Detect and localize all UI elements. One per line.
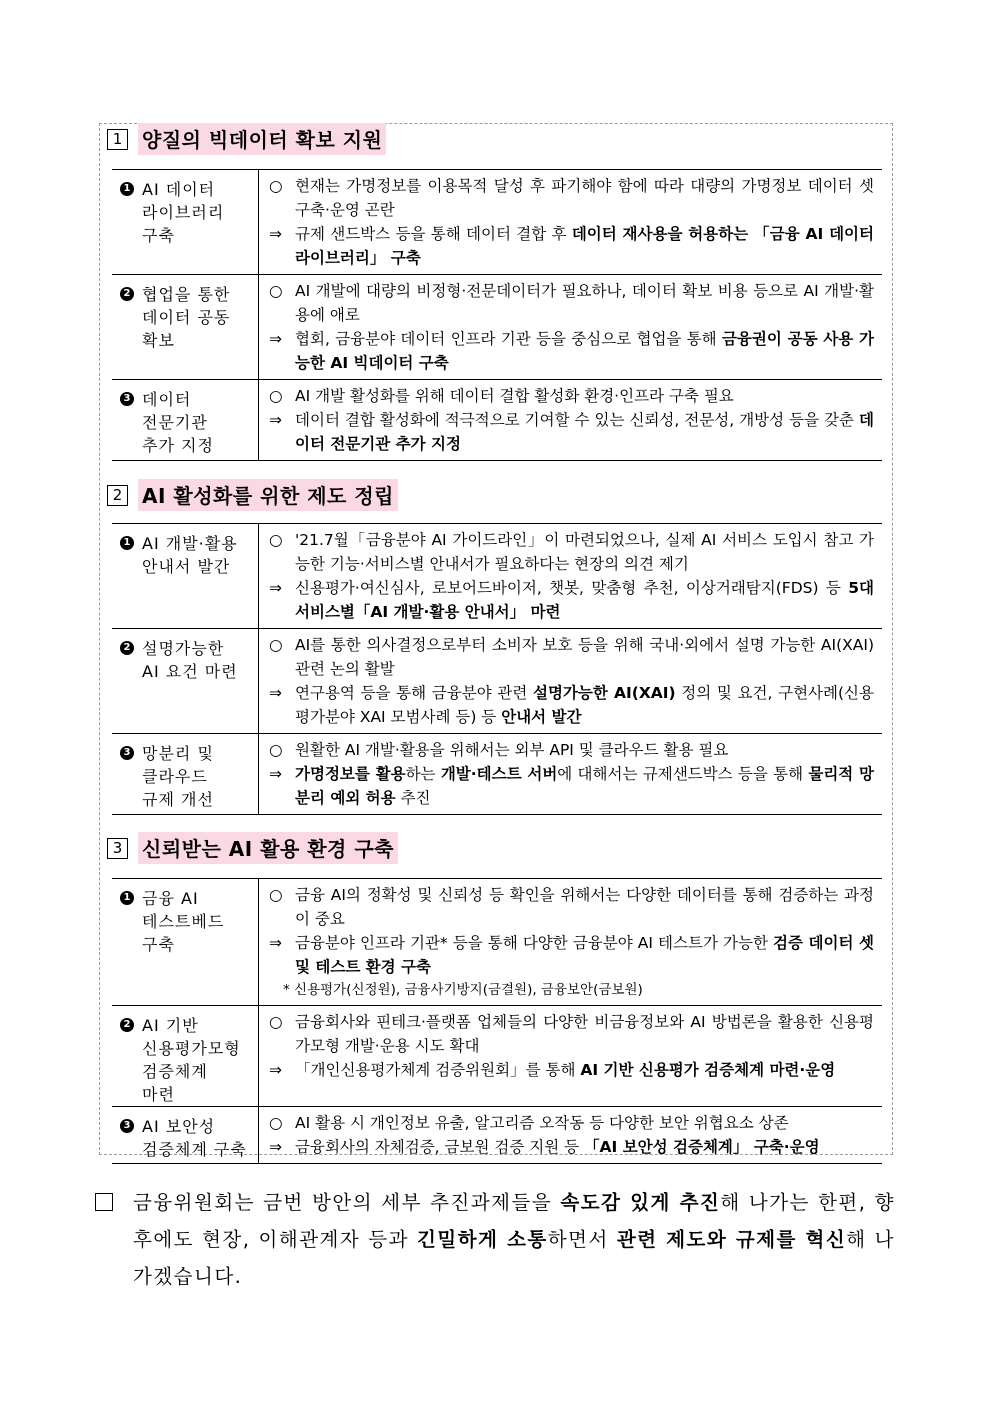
emphasis-text: 물리적 망분리 예외 허용: [295, 765, 874, 807]
line-text: [295, 681, 874, 729]
line-text: [295, 1010, 874, 1058]
implies-arrow-icon: ⇒: [269, 330, 282, 348]
item-content-cell: [259, 524, 883, 629]
item-content-cell: [259, 380, 883, 461]
section-table-1: [112, 169, 882, 461]
item-row: [112, 380, 882, 461]
line-text: [295, 222, 874, 270]
issue-line: [269, 1111, 874, 1135]
action-line: [269, 327, 874, 375]
emphasis-text: 데이터 전문기관 추가 지정: [295, 411, 874, 453]
text-run: AI 개발 활성화를 위해 데이터 결합 활성화 환경·인프라 구축 필요: [295, 387, 734, 405]
circle-bullet-icon: ○: [269, 741, 283, 759]
item-label: [112, 879, 258, 956]
line-text: [295, 931, 874, 979]
issue-line: [269, 174, 874, 222]
action-line: [269, 931, 874, 979]
text-run: 금융 AI의 정확성 및 신뢰성 등 확인을 위해서는 다양한 데이터를 통해 검증하는 과정이 중요: [295, 886, 874, 928]
issue-line: [269, 528, 874, 576]
action-line: [269, 1058, 874, 1082]
item-label-cell: [112, 1107, 259, 1164]
emphasis-text: 데이터 재사용을 허용하는 「금융 AI 데이터 라이브러리」 구축: [295, 225, 874, 267]
section-number: 2: [107, 485, 128, 506]
implies-arrow-icon: ⇒: [269, 1138, 282, 1156]
item-row: [112, 1006, 882, 1107]
line-text: [295, 1135, 874, 1159]
item-label: [112, 734, 258, 811]
footnote: * 신용평가(신정원), 금융사기방지(금결원), 금융보안(금보원): [283, 982, 643, 998]
section-title-1: [107, 123, 386, 155]
circle-bullet-icon: ○: [269, 387, 283, 405]
item-label-text: 금융 AI 테스트베드 구축: [142, 889, 225, 954]
text-run: 협회, 금융분야 데이터 인프라 기관 등을 중심으로 협업을 통해: [295, 330, 722, 348]
implies-arrow-icon: ⇒: [269, 579, 282, 597]
text-run: 해 나가는 한편, 향후에도 현장, 이해관계자 등과: [133, 1191, 895, 1251]
item-label: [112, 170, 258, 247]
item-label-cell: [112, 380, 259, 461]
item-label-text: AI 데이터 라이브러리 구축: [142, 180, 225, 245]
text-run: 정의 및 요건, 구현사례(신용평가분야 XAI 모범사례 등) 등: [295, 684, 875, 726]
item-label-cell: [112, 629, 259, 734]
action-line: [269, 222, 874, 270]
section-number: 3: [107, 838, 128, 859]
circle-bullet-icon: ○: [269, 282, 283, 300]
item-content-cell: [259, 879, 883, 1006]
emphasis-text: 가명정보를 활용: [295, 765, 406, 783]
emphasis-text: 개발·테스트 서버: [440, 765, 558, 783]
text-run: 신용평가·여신심사, 로보어드바이저, 챗봇, 맞춤형 추천, 이상거래탐지(FDS) 등: [295, 579, 849, 597]
section-heading: 양질의 빅데이터 확보 지원: [138, 123, 386, 155]
item-label: [112, 380, 258, 457]
section-table-3: [112, 878, 882, 1164]
section-title-3: [107, 832, 398, 864]
issue-line: [269, 738, 874, 762]
implies-arrow-icon: ⇒: [269, 684, 282, 702]
action-line: [269, 576, 874, 624]
numbered-bullet-icon: 2: [120, 287, 134, 301]
numbered-bullet-icon: 3: [120, 746, 134, 760]
item-label-cell: [112, 524, 259, 629]
line-text: [295, 576, 874, 624]
text-run: 해 나가겠습니다.: [133, 1228, 896, 1288]
section-heading: AI 활성화를 위한 제도 정립: [138, 479, 398, 511]
text-run: AI 개발에 대량의 비정형·전문데이터가 필요하나, 데이터 확보 비용 등으로 AI 개발·활용에 애로: [295, 282, 874, 324]
item-label-text: 협업을 통한 데이터 공동 확보: [142, 285, 231, 350]
line-text: [295, 883, 874, 931]
closing-text: [133, 1184, 895, 1295]
text-run: 하는: [405, 765, 441, 783]
line-text: [295, 1111, 874, 1135]
numbered-bullet-icon: 1: [120, 182, 134, 196]
item-label-cell: [112, 170, 259, 275]
item-label: [112, 275, 258, 352]
implies-arrow-icon: ⇒: [269, 765, 282, 783]
text-run: '21.7월「금융분야 AI 가이드라인」이 마련되었으나, 실제 AI 서비스 도입시 참고 가능한 기능·서비스별 안내서가 필요하다는 현장의 의견 제기: [295, 531, 874, 573]
numbered-bullet-icon: 2: [120, 641, 134, 655]
implies-arrow-icon: ⇒: [269, 934, 282, 952]
line-text: [295, 384, 874, 408]
implies-arrow-icon: ⇒: [269, 411, 282, 429]
section-title-2: [107, 479, 398, 511]
line-text: [295, 738, 874, 762]
item-label: [112, 1107, 258, 1161]
text-run: 금융위원회는 금번 방안의 세부 추진과제들을: [133, 1191, 561, 1214]
issue-line: [269, 633, 874, 681]
emphasis-text: AI 기반 신용평가 검증체계 마련·운영: [580, 1061, 836, 1079]
line-text: [295, 279, 874, 327]
line-text: [295, 762, 874, 810]
emphasis-text: 검증 데이터 셋 및 테스트 환경 구축: [295, 934, 874, 976]
circle-bullet-icon: ○: [269, 886, 283, 904]
emphasis-text: 「AI 보안성 검증체계」 구축·운영: [584, 1138, 820, 1156]
line-text: [295, 174, 874, 222]
numbered-bullet-icon: 1: [120, 536, 134, 550]
text-run: 금융회사와 핀테크·플랫폼 업체들의 다양한 비금융정보와 AI 방법론을 활용한 신용평가모형 개발·운용 시도 확대: [295, 1013, 874, 1055]
text-run: 데이터 결합 활성화에 적극적으로 기여할 수 있는 신뢰성, 전문성, 개방성 등을 갖춘: [295, 411, 860, 429]
emphasis-text: 관련 제도와 규제를 혁신: [616, 1228, 847, 1251]
text-run: 연구용역 등을 통해 금융분야 관련: [295, 684, 533, 702]
item-content-cell: [259, 170, 883, 275]
item-label-cell: [112, 1006, 259, 1107]
section-number: 1: [107, 129, 128, 150]
section-table-2: [112, 523, 882, 815]
square-bullet-icon: [95, 1193, 113, 1211]
issue-line: [269, 279, 874, 327]
item-row: [112, 170, 882, 275]
item-row: [112, 734, 882, 815]
item-label-text: 망분리 및 클라우드 규제 개선: [142, 744, 214, 809]
text-run: 추진: [395, 789, 431, 807]
numbered-bullet-icon: 1: [120, 891, 134, 905]
text-run: 현재는 가명정보를 이용목적 달성 후 파기해야 함에 따라 대량의 가명정보 데이터 셋 구축·운영 곤란: [295, 177, 874, 219]
item-label-cell: [112, 275, 259, 380]
implies-arrow-icon: ⇒: [269, 1061, 282, 1079]
item-content-cell: [259, 1107, 883, 1164]
issue-line: [269, 883, 874, 931]
item-label: [112, 629, 258, 683]
action-line: [269, 681, 874, 729]
item-content-cell: [259, 734, 883, 815]
circle-bullet-icon: ○: [269, 531, 283, 549]
line-text: [295, 633, 874, 681]
item-label-text: 데이터 전문기관 추가 지정: [142, 390, 214, 455]
item-content-cell: [259, 275, 883, 380]
emphasis-text: 안내서 발간: [501, 708, 582, 726]
text-run: 에 대해서는 규제샌드박스 등을 통해: [557, 765, 809, 783]
item-content-cell: [259, 1006, 883, 1107]
numbered-bullet-icon: 3: [120, 1119, 134, 1133]
line-text: [295, 1058, 874, 1082]
emphasis-text: 5대 서비스별「AI 개발·활용 안내서」 마련: [295, 579, 874, 621]
item-label-text: 설명가능한 AI 요건 마련: [142, 639, 238, 681]
line-text: [295, 327, 874, 375]
text-run: 원활한 AI 개발·활용을 위해서는 외부 API 및 클라우드 활용 필요: [295, 741, 729, 759]
item-row: [112, 524, 882, 629]
item-content-cell: [259, 629, 883, 734]
item-label: [112, 1006, 258, 1106]
circle-bullet-icon: ○: [269, 1114, 283, 1132]
issue-line: [269, 1010, 874, 1058]
text-run: 금융회사의 자체검증, 금보원 검증 지원 등: [295, 1138, 585, 1156]
item-label-text: AI 개발·활용 안내서 발간: [142, 534, 238, 576]
item-row: [112, 879, 882, 1006]
line-text: [295, 528, 874, 576]
text-run: 「개인신용평가체계 검증위원회」를 통해: [295, 1061, 581, 1079]
emphasis-text: 금융권이 공동 사용 가능한 AI 빅데이터 구축: [295, 330, 874, 372]
circle-bullet-icon: ○: [269, 177, 283, 195]
implies-arrow-icon: ⇒: [269, 225, 282, 243]
section-heading: 신뢰받는 AI 활용 환경 구축: [138, 832, 398, 864]
emphasis-text: 긴밀하게 소통: [417, 1228, 548, 1251]
action-line: [269, 408, 874, 456]
action-line: [269, 762, 874, 810]
text-run: 규제 샌드박스 등을 통해 데이터 결합 후: [295, 225, 572, 243]
item-label-cell: [112, 879, 259, 1006]
issue-line: [269, 384, 874, 408]
item-row: [112, 1107, 882, 1164]
text-run: 금융분야 인프라 기관* 등을 통해 다양한 금융분야 AI 테스트가 가능한: [295, 934, 774, 952]
item-label: [112, 524, 258, 578]
item-label-cell: [112, 734, 259, 815]
text-run: AI 활용 시 개인정보 유출, 알고리즘 오작동 등 다양한 보안 위협요소 상존: [295, 1114, 789, 1132]
item-row: [112, 275, 882, 380]
emphasis-text: 속도감 있게 추진: [560, 1191, 721, 1214]
numbered-bullet-icon: 3: [120, 392, 134, 406]
line-text: [295, 408, 874, 456]
numbered-bullet-icon: 2: [120, 1018, 134, 1032]
item-label-text: AI 보안성 검증체계 구축: [142, 1117, 247, 1159]
emphasis-text: 설명가능한 AI(XAI): [532, 684, 676, 702]
text-run: AI를 통한 의사결정으로부터 소비자 보호 등을 위해 국내·외에서 설명 가능한 AI(XAI) 관련 논의 활발: [295, 636, 874, 678]
circle-bullet-icon: ○: [269, 1013, 283, 1031]
circle-bullet-icon: ○: [269, 636, 283, 654]
item-label-text: AI 기반 신용평가모형 검증체계 마련: [142, 1016, 241, 1104]
item-row: [112, 629, 882, 734]
action-line: [269, 1135, 874, 1159]
closing-paragraph: [95, 1184, 895, 1295]
text-run: 하면서: [547, 1228, 617, 1251]
